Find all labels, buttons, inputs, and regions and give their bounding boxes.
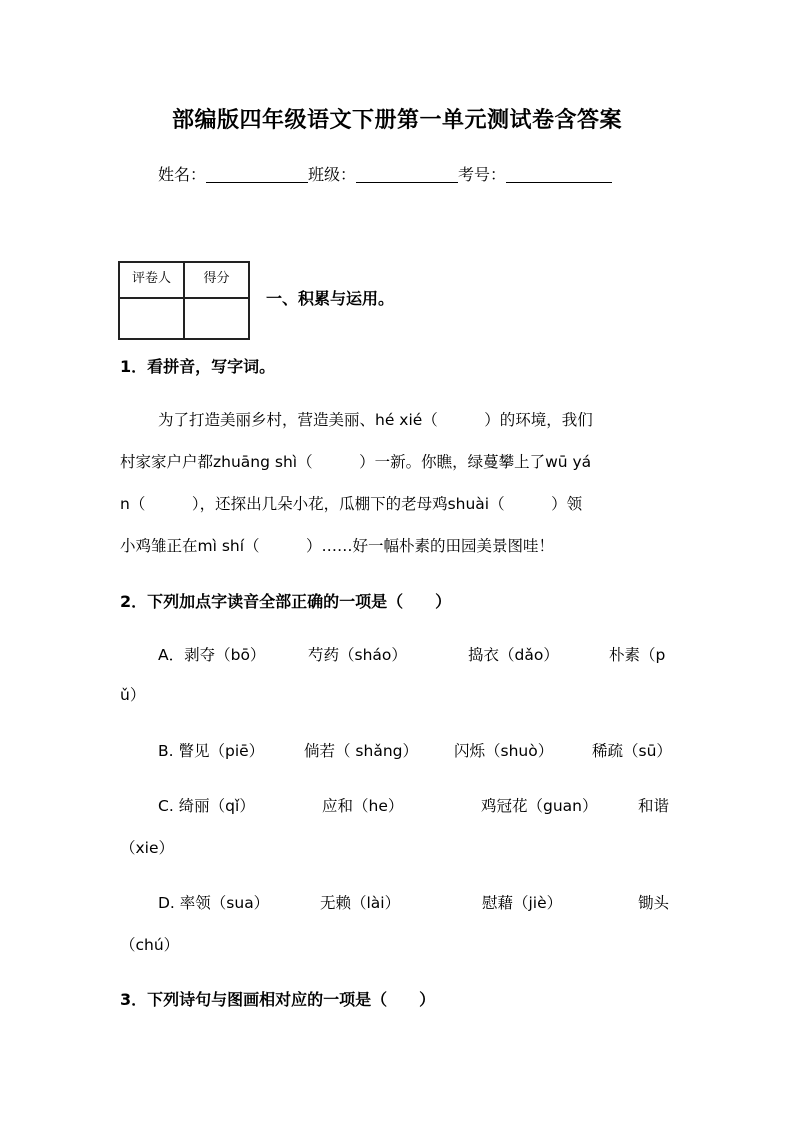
option-c-item: 应和（he）	[322, 797, 404, 815]
score-header: 得分	[184, 262, 249, 298]
name-label: 姓名：	[158, 165, 207, 184]
question-1-line: 小鸡雏正在mì shí（ ）……好一幅朴素的田园美景图哇！	[120, 537, 555, 555]
option-a-item: 朴素（p	[609, 646, 666, 664]
exam-no-field[interactable]	[506, 166, 612, 183]
question-2-title: 2．下列加点字读音全部正确的一项是（ ）	[120, 592, 452, 611]
option-d-item: D. 率领（sua）	[158, 894, 270, 912]
option-b-item: 倘若（ shǎng）	[304, 742, 418, 760]
option-b-item: 闪烁（shuò）	[454, 742, 554, 760]
section-heading: 一、积累与运用。	[266, 289, 395, 308]
score-cell[interactable]	[184, 298, 249, 339]
option-a-item: ǔ）	[120, 686, 146, 704]
option-b-item: B. 瞥见（piē）	[158, 742, 265, 760]
class-label: 班级：	[308, 165, 357, 184]
option-a-item: A．剥夺（bō）	[158, 646, 266, 664]
name-field[interactable]	[206, 166, 308, 183]
question-1-line: n（ ），还探出几朵小花，瓜棚下的老母鸡shuài（ ）领	[120, 495, 583, 513]
question-1-title: 1．看拼音，写字词。	[120, 357, 276, 376]
option-c-item: 和谐	[638, 797, 670, 815]
student-info-line	[158, 162, 612, 185]
option-c-item: （xie）	[120, 839, 175, 857]
option-d-item: （chú）	[120, 936, 180, 954]
option-c-item: C. 绮丽（qǐ）	[158, 797, 255, 815]
grader-header: 评卷人	[119, 262, 184, 298]
question-3-title: 3．下列诗句与图画相对应的一项是（ ）	[120, 990, 436, 1009]
page-title: 部编版四年级语文下册第一单元测试卷含答案	[171, 108, 622, 133]
exam-no-label: 考号：	[458, 165, 507, 184]
option-a-item: 捣衣（dǎo）	[468, 646, 559, 664]
score-table	[118, 261, 250, 340]
option-b-item: 稀疏（sū）	[592, 742, 672, 760]
option-c-item: 鸡冠花（guan）	[481, 797, 598, 815]
grader-cell[interactable]	[119, 298, 184, 339]
class-field[interactable]	[356, 166, 458, 183]
option-a-item: 芍药（sháo）	[308, 646, 407, 664]
option-d-item: 慰藉（jiè）	[482, 894, 563, 912]
question-1-line: 为了打造美丽乡村，营造美丽、hé xié（ ）的环境，我们	[158, 411, 593, 429]
question-1-line: 村家家户户都zhuāng shì（ ）一新。你瞧，绿蔓攀上了wū yá	[120, 453, 592, 471]
option-d-item: 锄头	[638, 894, 670, 912]
option-d-item: 无赖（lài）	[320, 894, 401, 912]
